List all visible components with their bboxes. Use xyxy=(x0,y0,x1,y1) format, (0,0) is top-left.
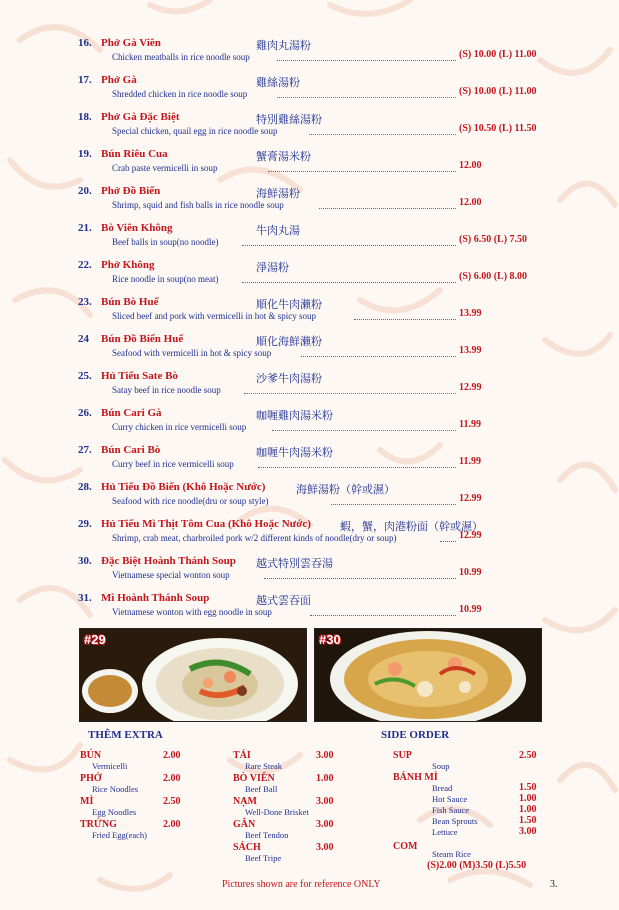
menu-item xyxy=(78,333,558,361)
item-description: Beef balls in soup(no noodle) xyxy=(112,237,219,247)
extra-item-price: 2.00 xyxy=(163,819,181,830)
side-item-price: 1.50 xyxy=(519,782,537,793)
extra-item-desc: Rice Noodles xyxy=(92,784,139,794)
item-name: Hủ Tiếu Sate Bò xyxy=(101,370,178,382)
dot-leader xyxy=(331,504,456,505)
item-number: 20. xyxy=(78,185,92,197)
side-item-price: 1.00 xyxy=(519,793,537,804)
item-number: 18. xyxy=(78,111,92,123)
item-number: 26. xyxy=(78,407,92,419)
dish-photo-29-image xyxy=(80,629,306,721)
dot-leader xyxy=(319,208,456,209)
item-price: 12.00 xyxy=(459,160,482,171)
dish-photo-30 xyxy=(314,628,542,722)
extra-item-price: 3.00 xyxy=(316,842,334,853)
side-item-desc: Bread xyxy=(432,783,453,793)
item-description: Satay beef in rice noodle soup xyxy=(112,385,221,395)
item-name: Phở Không xyxy=(101,259,155,271)
dot-leader xyxy=(277,60,456,61)
item-chinese-name: 越式雲吞面 xyxy=(256,594,311,607)
item-chinese-name: 海鮮湯粉（幹或濕） xyxy=(296,483,395,496)
item-price: (S) 10.00 (L) 11.00 xyxy=(459,86,537,97)
item-number: 19. xyxy=(78,148,92,160)
item-description: Chicken meatballs in rice noodle soup xyxy=(112,52,250,62)
item-name: Phở Gà Đặc Biệt xyxy=(101,111,180,123)
item-price: 12.00 xyxy=(459,197,482,208)
item-name: Bún Bò Huế xyxy=(101,296,159,308)
item-name: Hủ Tiếu Mì Thịt Tôm Cua (Khô Hoặc Nước) xyxy=(101,518,311,530)
item-name: Mì Hoành Thánh Soup xyxy=(101,592,210,604)
extra-item-price: 3.00 xyxy=(316,796,334,807)
item-chinese-name: 特別雞絲湯粉 xyxy=(256,113,322,126)
item-price: 12.99 xyxy=(459,493,482,504)
item-description: Vietnamese wonton with egg noodle in soup xyxy=(112,607,272,617)
extra-item-price: 2.00 xyxy=(163,750,181,761)
dot-leader xyxy=(268,171,456,172)
side-item-price: (S)2.00 (M)3.50 (L)5.50 xyxy=(427,860,527,871)
item-price: 13.99 xyxy=(459,345,482,356)
dot-leader xyxy=(264,578,456,579)
item-price: (S) 6.50 (L) 7.50 xyxy=(459,234,528,245)
item-chinese-name: 順化海鮮瀨粉 xyxy=(256,335,322,348)
item-price: 10.99 xyxy=(459,567,482,578)
dot-leader xyxy=(258,467,456,468)
dot-leader xyxy=(440,541,456,542)
item-description: Seafood with rice noodle(dru or soup style) xyxy=(112,496,269,506)
item-chinese-name: 蟹膏湯米粉 xyxy=(256,150,311,163)
menu-item xyxy=(78,296,558,324)
menu-item xyxy=(78,74,558,102)
side-item-desc: Bean Sprouts xyxy=(432,816,478,826)
dot-leader xyxy=(242,282,456,283)
extra-item-name: MÌ xyxy=(80,796,94,807)
item-description: Seafood with vermicelli in hot & spicy soup xyxy=(112,348,272,358)
menu-item xyxy=(78,370,558,398)
item-description: Shredded chicken in rice noodle soup xyxy=(112,89,248,99)
item-number: 28. xyxy=(78,481,92,493)
side-item-name: SUP xyxy=(393,750,412,761)
side-item-desc: Hot Sauce xyxy=(432,794,468,804)
extra-item-name: BÚN xyxy=(80,750,102,761)
menu-item xyxy=(78,185,558,213)
item-number: 27. xyxy=(78,444,92,456)
item-price: 12.99 xyxy=(459,382,482,393)
extra-item-desc: Rare Steak xyxy=(245,761,283,771)
item-chinese-name: 蝦，蟹，肉港粉面（幹或濕） xyxy=(340,520,483,533)
side-item-desc: Lettuce xyxy=(432,827,458,837)
item-description: Vietnamese special wonton soup xyxy=(112,570,230,580)
item-description: Curry chicken in rice vermicelli soup xyxy=(112,422,247,432)
item-number: 30. xyxy=(78,555,92,567)
side-order-title: SIDE ORDER xyxy=(381,729,450,741)
extra-item-name: TRỨNG xyxy=(80,819,117,830)
extra-item-name: TÁI xyxy=(233,750,251,761)
item-number: 16. xyxy=(78,37,92,49)
item-price: 12.99 xyxy=(459,530,482,541)
side-item-desc: Soup xyxy=(432,761,450,771)
item-number: 21. xyxy=(78,222,92,234)
item-description: Shrimp, squid and fish balls in rice noodle soup xyxy=(112,200,284,210)
menu-item xyxy=(78,148,558,176)
item-chinese-name: 越式特別雲吞湯 xyxy=(256,557,333,570)
footer-disclaimer: Pictures shown are for reference ONLY xyxy=(222,879,381,890)
item-name: Bò Viên Không xyxy=(101,222,173,234)
item-description: Crab paste vermicelli in soup xyxy=(112,163,218,173)
menu-item xyxy=(78,37,558,65)
dot-leader xyxy=(310,615,456,616)
item-name: Hủ Tiếu Đồ Biển (Khô Hoặc Nước) xyxy=(101,481,266,493)
extra-item-name: BÒ VIÊN xyxy=(233,773,275,784)
side-item-name: COM xyxy=(393,841,418,852)
item-name: Bún Cari Bò xyxy=(101,444,161,456)
menu-item xyxy=(78,222,558,250)
item-name: Phở Đồ Biển xyxy=(101,185,161,197)
menu-item xyxy=(78,259,558,287)
dot-leader xyxy=(277,97,456,98)
dot-leader xyxy=(242,245,456,246)
item-price: (S) 10.50 (L) 11.50 xyxy=(459,123,537,134)
extra-item-name: GÂN xyxy=(233,819,256,830)
extra-item-desc: Beef Ball xyxy=(245,784,278,794)
item-description: Special chicken, quail egg in rice noodle soup xyxy=(112,126,278,136)
extra-item-price: 2.50 xyxy=(163,796,181,807)
item-name: Bún Riêu Cua xyxy=(101,148,168,160)
item-number: 17. xyxy=(78,74,92,86)
item-chinese-name: 海鮮湯粉 xyxy=(256,187,300,200)
extra-item-price: 3.00 xyxy=(316,750,334,761)
item-chinese-name: 牛肉丸湯 xyxy=(256,224,300,237)
extra-section-title: THÊM EXTRA xyxy=(88,729,163,741)
item-number: 29. xyxy=(78,518,92,530)
side-item-desc: Fish Sauce xyxy=(432,805,470,815)
menu-item xyxy=(78,407,558,435)
side-item-price: 1.50 xyxy=(519,815,537,826)
extra-item-desc: Well-Done Brisket xyxy=(245,807,309,817)
extra-item-price: 2.00 xyxy=(163,773,181,784)
side-item-price: 2.50 xyxy=(519,750,537,761)
item-number: 31. xyxy=(78,592,92,604)
item-price: 11.99 xyxy=(459,419,481,430)
menu-item xyxy=(78,444,558,472)
item-name: Phở Gà xyxy=(101,74,137,86)
item-name: Đặc Biệt Hoành Thánh Soup xyxy=(101,555,236,567)
photo-tag-30: #30 xyxy=(319,632,341,647)
item-price: (S) 10.00 (L) 11.00 xyxy=(459,49,537,60)
item-number: 25. xyxy=(78,370,92,382)
item-number: 23. xyxy=(78,296,92,308)
item-chinese-name: 順化牛肉瀨粉 xyxy=(256,298,322,311)
extra-item-desc: Vermicelli xyxy=(92,761,128,771)
dot-leader xyxy=(272,430,456,431)
dot-leader xyxy=(309,134,456,135)
menu-item xyxy=(78,592,558,620)
item-name: Bún Đồ Biển Huế xyxy=(101,333,184,345)
item-description: Sliced beef and pork with vermicelli in hot & spicy soup xyxy=(112,311,316,321)
extra-item-desc: Fried Egg(each) xyxy=(92,830,147,840)
dish-photo-30-image xyxy=(315,629,541,721)
item-number: 24 xyxy=(78,333,89,345)
item-description: Curry beef in rice vermicelli soup xyxy=(112,459,234,469)
dot-leader xyxy=(354,319,456,320)
item-price: 10.99 xyxy=(459,604,482,615)
item-chinese-name: 咖喱牛肉湯米粉 xyxy=(256,446,333,459)
menu-item xyxy=(78,481,558,509)
item-description: Rice noodle in soup(no meat) xyxy=(112,274,219,284)
menu-item xyxy=(78,518,558,546)
dot-leader xyxy=(244,393,456,394)
item-chinese-name: 雞肉丸湯粉 xyxy=(256,39,311,52)
item-name: Bún Cari Gà xyxy=(101,407,162,419)
item-description: Shrimp, crab meat, charbroiled pork w/2 different kinds of noodle(dry or soup) xyxy=(112,533,397,543)
dot-leader xyxy=(301,356,456,357)
extra-item-name: NẠM xyxy=(233,796,257,807)
extra-item-desc: Beef Tendon xyxy=(245,830,289,840)
extra-item-name: PHỞ xyxy=(80,773,102,784)
item-price: 11.99 xyxy=(459,456,481,467)
menu-item xyxy=(78,111,558,139)
item-chinese-name: 咖喱雞肉湯米粉 xyxy=(256,409,333,422)
side-item-price: 1.00 xyxy=(519,804,537,815)
extra-item-price: 1.00 xyxy=(316,773,334,784)
item-price: 13.99 xyxy=(459,308,482,319)
side-item-desc: Steam Rice xyxy=(432,849,471,859)
extra-item-name: SÁCH xyxy=(233,842,261,853)
item-chinese-name: 淨湯粉 xyxy=(256,261,289,274)
side-item-price: 3.00 xyxy=(519,826,537,837)
side-item-name: BÁNH MÌ xyxy=(393,772,438,783)
extra-item-desc: Beef Tripe xyxy=(245,853,282,863)
item-number: 22. xyxy=(78,259,92,271)
page-number: 3. xyxy=(550,879,558,890)
item-chinese-name: 沙爹牛肉湯粉 xyxy=(256,372,322,385)
photo-tag-29: #29 xyxy=(84,632,106,647)
extra-item-desc: Egg Noodles xyxy=(92,807,137,817)
item-price: (S) 6.00 (L) 8.00 xyxy=(459,271,528,282)
menu-item xyxy=(78,555,558,583)
item-name: Phở Gà Viên xyxy=(101,37,161,49)
dish-photo-29 xyxy=(79,628,307,722)
item-chinese-name: 雞絲湯粉 xyxy=(256,76,300,89)
extra-item-price: 3.00 xyxy=(316,819,334,830)
